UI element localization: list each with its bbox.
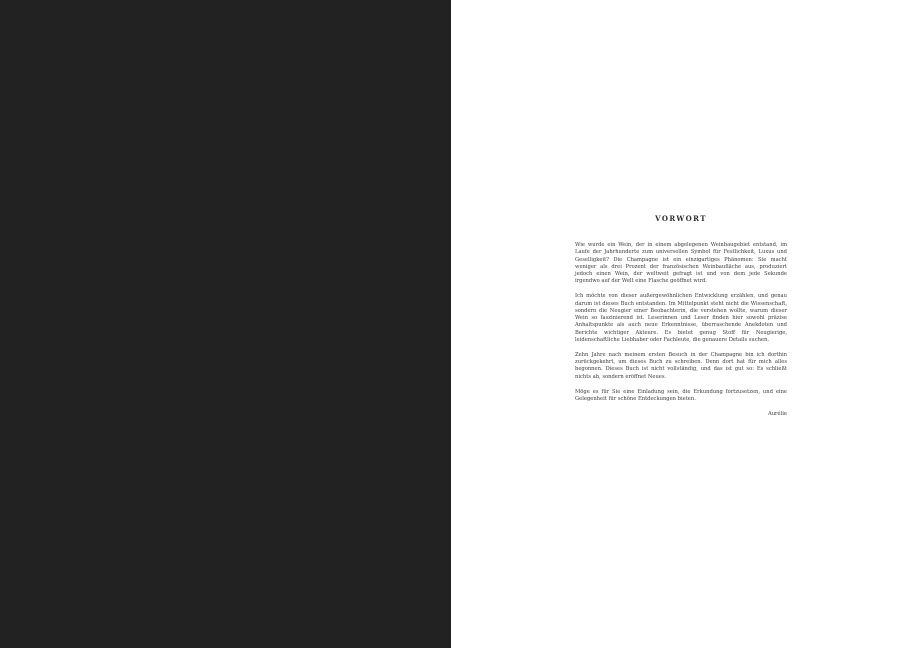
foreword-paragraph-1: Wie wurde ein Wein, der in einem abgelegenen Weinbaugebiet entstand, im Laufe der Jahrhunderte zum universellen Symbol für Festlichkeit, Luxus und Geselligkeit? Die Champagne ist ein einzigartiges Phänomen: Sie macht weniger als drei Prozent der französischen Weinbaufläche aus, produziert jedoch einen Wein, der weltweit gefragt ist und von dem jede Sekunde irgendwo auf der Welt eine Flasche geöffnet wird. xyxy=(575,242,787,285)
left-page-dark xyxy=(0,0,451,648)
foreword-text-block xyxy=(575,214,787,418)
foreword-paragraph-2: Ich möchte von dieser außergewöhnlichen Entwicklung erzählen, und genau darum ist dieses Buch entstanden. Im Mittelpunkt steht nicht die Wissenschaft, sondern die Neugier einer Beobachterin, die verstehen wollte, warum dieser Wein so faszinierend ist. Leserinnen und Leser finden hier sowohl präzise Anhaltspunkte als auch neue Erkenntnisse, überraschende Anekdoten und Berichte wichtiger Akteure. Es bietet genug Stoff für Neugierige, leidenschaftliche Liebhaber oder Fachleute, die genauere Details suchen. xyxy=(575,293,787,344)
right-page xyxy=(451,0,903,648)
author-signature: Aurélie xyxy=(767,410,787,417)
foreword-title: VORWORT xyxy=(655,214,707,223)
foreword-paragraph-4: Möge es für Sie eine Einladung sein, die Erkundung fortzusetzen, und eine Gelegenheit für schöne Entdeckungen bieten. xyxy=(575,388,787,402)
foreword-paragraph-3: Zehn Jahre nach meinem ersten Besuch in der Champagne bin ich dorthin zurückgekehrt, um dieses Buch zu schreiben. Denn dort hat für mich alles begonnen. Dieses Buch ist nicht vollständig, und das ist gut so: Es schließt nichts ab, sondern eröffnet Neues. xyxy=(575,351,787,380)
